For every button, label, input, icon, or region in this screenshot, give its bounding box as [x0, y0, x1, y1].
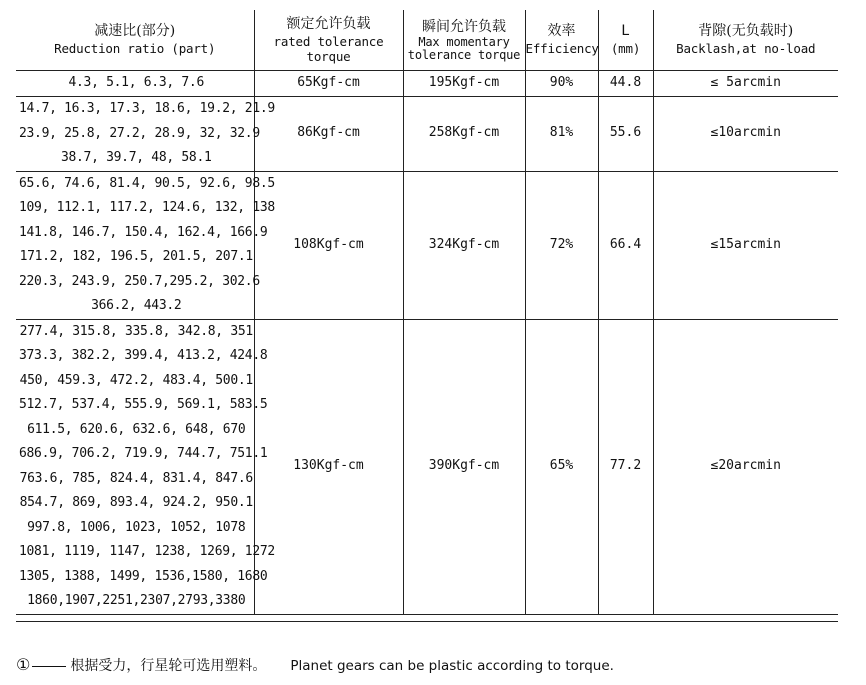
ratio-line: 277.4, 315.8, 335.8, 342.8, 351 — [19, 323, 253, 339]
header-rated-torque — [254, 10, 403, 71]
ratio-line: 65.6, 74.6, 81.4, 90.5, 92.6, 98.5 — [19, 175, 275, 191]
ratio-line: 14.7, 16.3, 17.3, 18.6, 19.2, 21.9 — [19, 101, 275, 116]
ratio-line: 38.7, 39.7, 48, 58.1 — [60, 150, 212, 165]
table-header-row — [16, 10, 838, 71]
efficiency-cell: 90% — [525, 71, 598, 97]
table-bottom-rule — [16, 621, 838, 622]
header-backlash — [653, 10, 838, 71]
rated-torque-cell: 108Kgf-cm — [254, 171, 403, 319]
ratio-line: 366.2, 443.2 — [91, 298, 182, 313]
header-en: (mm) — [610, 41, 641, 57]
header-zh: 瞬间允许负载 — [422, 18, 506, 35]
footnote-en: Planet gears can be plastic according to torque. — [290, 658, 614, 674]
ratio-line: 686.9, 706.2, 719.9, 744.7, 751.1 — [19, 446, 268, 461]
length-cell: 66.4 — [598, 171, 653, 319]
ratio-line: 23.9, 25.8, 27.2, 28.9, 32, 32.9 — [19, 125, 260, 141]
header-momentary-torque — [403, 10, 525, 71]
header-zh: 背隙(无负载时) — [698, 23, 794, 40]
table-row — [16, 171, 838, 319]
circled-one-mark: ① — [16, 655, 31, 674]
efficiency-cell: 65% — [525, 319, 598, 614]
backlash-cell: ≤ 5arcmin — [653, 71, 838, 97]
table-row — [16, 71, 838, 97]
rated-torque-cell: 86Kgf-cm — [254, 97, 403, 172]
header-en: Reduction ratio (part) — [54, 41, 216, 57]
rated-torque-cell: 65Kgf-cm — [254, 71, 403, 97]
reduction-ratio-cell — [16, 171, 275, 319]
ratio-line: 611.5, 620.6, 632.6, 648, 670 — [27, 421, 246, 437]
efficiency-cell: 72% — [525, 171, 598, 319]
ratio-line: 997.8, 1006, 1023, 1052, 1078 — [27, 519, 246, 535]
length-cell: 55.6 — [598, 97, 653, 172]
ratio-line: 171.2, 182, 196.5, 201.5, 207.1 — [19, 249, 253, 264]
reduction-spec-table — [16, 10, 838, 615]
ratio-line: 763.6, 785, 824.4, 831.4, 847.6 — [19, 470, 253, 486]
ratio-line: 1860,1907,2251,2307,2793,3380 — [27, 593, 246, 608]
header-en: Efficiency — [525, 41, 599, 57]
header-zh: L — [621, 23, 630, 40]
momentary-torque-cell: 258Kgf-cm — [403, 97, 525, 172]
header-en: Max momentary — [418, 34, 510, 49]
footnote-zh: 根据受力，行星轮可选用塑料。 — [70, 658, 267, 674]
rated-torque-cell: 130Kgf-cm — [254, 319, 403, 614]
ratio-line: 109, 112.1, 117.2, 124.6, 132, 138 — [19, 200, 275, 215]
ratio-line: 854.7, 869, 893.4, 924.2, 950.1 — [19, 495, 253, 510]
header-efficiency — [525, 10, 598, 71]
table-row — [16, 319, 838, 614]
efficiency-cell: 81% — [525, 97, 598, 172]
ratio-line: 1081, 1119, 1147, 1238, 1269, 1272 — [19, 544, 275, 559]
reduction-ratio-cell — [16, 97, 275, 172]
table-row — [16, 97, 838, 172]
backlash-cell: ≤15arcmin — [653, 171, 838, 319]
header-en: tolerance torque — [407, 47, 521, 62]
header-en: Backlash,at no-load — [676, 41, 816, 57]
ratio-line: 373.3, 382.2, 399.4, 413.2, 424.8 — [19, 348, 268, 363]
momentary-torque-cell: 324Kgf-cm — [403, 171, 525, 319]
header-zh: 额定允许负载 — [286, 16, 371, 33]
header-zh: 效率 — [547, 23, 576, 40]
ratio-line: 512.7, 537.4, 555.9, 569.1, 583.5 — [19, 397, 268, 412]
momentary-torque-cell: 390Kgf-cm — [403, 319, 525, 614]
ratio-line: 141.8, 146.7, 150.4, 162.4, 166.9 — [19, 224, 268, 240]
momentary-torque-cell: 195Kgf-cm — [403, 71, 525, 97]
footnote — [16, 655, 614, 675]
reduction-ratio-cell — [16, 71, 254, 97]
backlash-cell: ≤10arcmin — [653, 97, 838, 172]
header-en: rated tolerance torque — [273, 34, 384, 64]
reduction-ratio-cell — [16, 319, 275, 614]
ratio-line: 1305, 1388, 1499, 1536,1580, 1680 — [19, 568, 268, 584]
length-cell: 77.2 — [598, 319, 653, 614]
header-zh: 减速比(部分) — [94, 23, 176, 40]
length-cell: 44.8 — [598, 71, 653, 97]
ratio-line: 4.3, 5.1, 6.3, 7.6 — [68, 75, 204, 91]
ratio-line: 450, 459.3, 472.2, 483.4, 500.1 — [19, 372, 253, 388]
header-length — [598, 10, 653, 71]
header-reduction-ratio — [16, 10, 254, 71]
leader-dash — [32, 666, 66, 667]
ratio-line: 220.3, 243.9, 250.7,295.2, 302.6 — [19, 273, 260, 289]
backlash-cell: ≤20arcmin — [653, 319, 838, 614]
